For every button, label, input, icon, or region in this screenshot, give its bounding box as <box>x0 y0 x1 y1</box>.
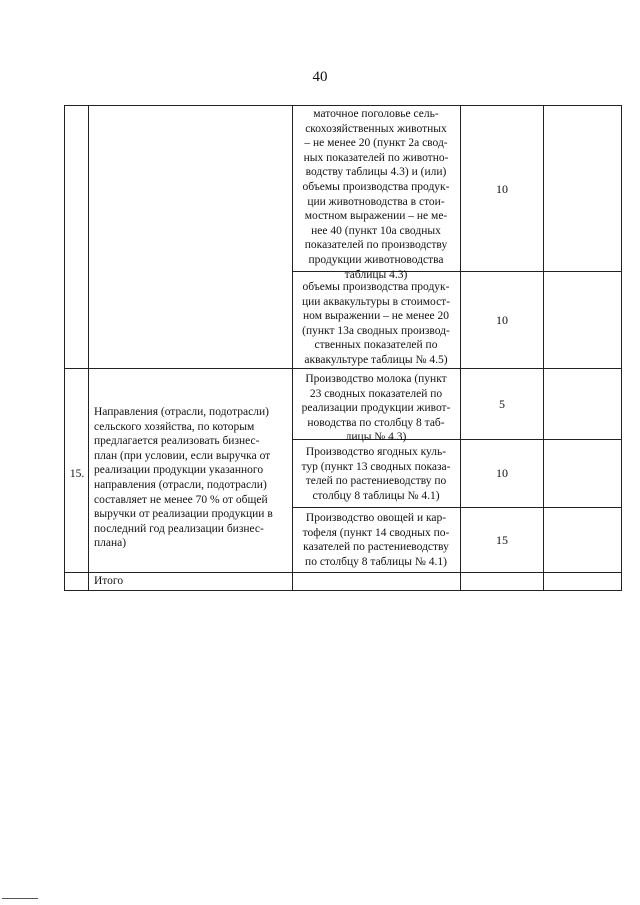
column-divider <box>292 105 293 591</box>
row-divider <box>64 572 622 573</box>
criterion-livestock-text: маточное поголовье сель- скохозяйственных животных – не менее 20 (пункт 2а свод- ных показателей по животно- водству таблицы 4.3) и (или) объемы производства продук- ции животноводства в стои- мостном выражении – не ме- нее 40 (пункт 10а сводных показателей по производству продукции животноводства таблицы 4.3) <box>302 108 450 281</box>
table-right-border <box>621 105 622 591</box>
criterion-aquaculture-text: объемы производства продук- ции аквакультуры в стоимост- ном выражении – не менее 20 (пункт 13а сводных производ- ственных показателей по аквакультуре таблицы № 4.5) <box>301 281 451 366</box>
criterion-berries-score: 10 <box>496 466 508 480</box>
row-divider <box>292 507 622 508</box>
column-divider <box>88 105 89 591</box>
scan-edge-mark <box>2 898 38 899</box>
direction-text: Направления (отрасли, подотрасли) сельского хозяйства, по которым предлагается реализовать бизнес- план (при условии, если выручка от реализации продукции указанного направления (отрасли, подотрасли) составляет не менее 70 % от общей выручки от реализации продукции в последний год реализации бизнес- плана) <box>94 406 273 550</box>
criterion-berries-text: Производство ягодных куль- тур (пункт 13 сводных показа- телей по растениеводству по столбцу 8 таблицы № 4.1) <box>301 446 451 502</box>
criterion-livestock-score: 10 <box>496 182 508 196</box>
criterion-vegetables-text: Производство овощей и кар- тофеля (пункт 14 сводных по- казателей по растениеводству по столбцу 8 таблицы № 4.1) <box>302 512 450 568</box>
criterion-milk-text: Производство молока (пункт 23 сводных показателей по реализации продукции живот- новодства по столбцу 8 таб- лицы № 4.3) <box>301 373 451 444</box>
row-divider <box>64 368 622 369</box>
criterion-milk-score: 5 <box>499 397 505 411</box>
criterion-aquaculture-score: 10 <box>496 313 508 327</box>
column-divider <box>543 105 544 591</box>
row-number: 15. <box>69 468 85 480</box>
criterion-vegetables-score: 15 <box>496 533 508 547</box>
total-label: Итого <box>94 575 124 587</box>
table-bottom-border <box>64 590 622 591</box>
table-left-border <box>64 105 65 591</box>
column-divider <box>460 105 461 591</box>
page-number: 40 <box>312 69 328 85</box>
table-top-border <box>64 105 622 106</box>
